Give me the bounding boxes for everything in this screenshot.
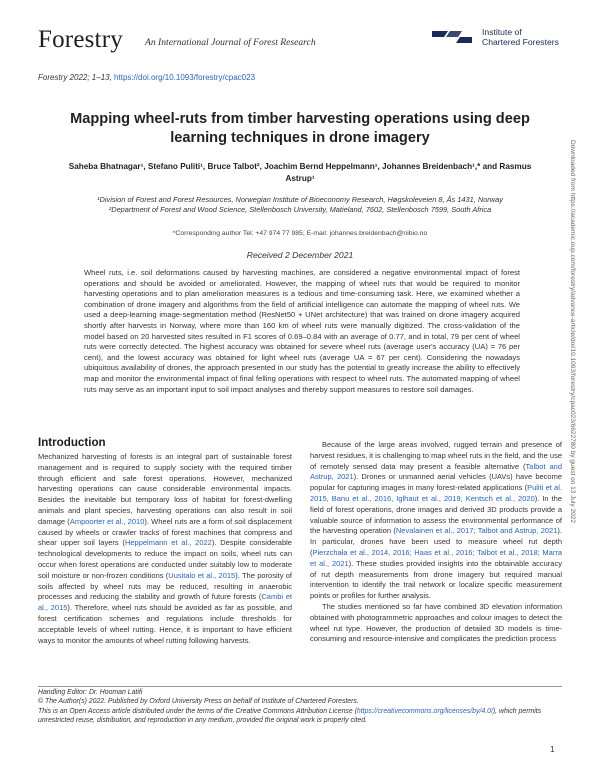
text: ), which permits unrestricted reuse, distribution, and reproduction in any medium, provided the original work is properly cited. <box>38 707 542 725</box>
license-line <box>38 707 560 726</box>
reference-link[interactable]: Uusitalo et al., 2015 <box>168 570 236 580</box>
footer-notes <box>38 688 560 726</box>
text: ). Despite considerable technological developments to reduce the impact on soils, wheel ruts can occur when forest operations are conducted under suitably low to moderate soil moisture or non-frozen conditions ( <box>38 538 292 580</box>
affiliation-2: ²Department of Forest and Wood Science, Stellenbosch University, Matieland, 7602, Stellenbosch 7599, South Africa <box>108 205 492 215</box>
affiliations <box>60 195 540 216</box>
text: This is an Open Access article distributed under the terms of the Creative Commons Attribution License ( <box>38 707 357 715</box>
text: ). In particular, drones have been used to measure wheel rut depth ( <box>310 526 562 557</box>
abstract: Wheel ruts, i.e. soil deformations caused by harvesting machines, are considered a negative environmental impact of forest operations and should be avoided or ameliorated. However, the mapping of wheel ruts that would be required to monitor harvesting operations and to plan amelioration measures is a tedious and time-consuming task. Here, we examined whether a combination of drone imagery and algorithms from the field of artificial intelligence can automate the mapping of wheel ruts. We used a deep-learning image-segmentation method (ResNet50 + UNet architecture) that was trained on drone imagery acquired shortly after harvests in Norway, where more than 160 km of wheel ruts were manually digitized. The cross-validation of the model based on 20 harvested sites resulted in F1 scores of 0.69–0.84 with an average of 0.77, and in total, 79 per cent of wheel ruts were correctly detected. The highest accuracy was obtained for severe wheel ruts (average user's accuracy (UA) = 76 per cent), and the lowest accuracy was obtained for light wheel ruts (average UA = 67 per cent). Considering the nowadays ubiquitous availability of drones, the approach presented in our study has the potential to greatly increase the ability to effectively map and monitor the environmental impact of final felling operations with respect to wheel ruts. The automated mapping of wheel ruts may serve as an important input to soil impact analyses and thereby support measures to restore soil damages. <box>84 268 520 394</box>
text: ). These studies provided insights into the obtainable accuracy of rut depth measurements from drone imagery but required manual intervention to identify the trail network or localize specific measurement points or profiles for further analysis. <box>310 558 562 601</box>
publisher-logo-text <box>482 27 559 47</box>
reference-link[interactable]: Cambi et al., 2015 <box>38 592 293 613</box>
reference-link[interactable]: Ampoorter et al., 2010 <box>69 516 145 526</box>
text: ). Wheel ruts are a form of soil displacement caused by wheels or crawler tracks of forest machines that compress and shear upper soil layers ( <box>38 516 293 548</box>
doi-link[interactable]: https://doi.org/10.1093/forestry/cpac023 <box>114 73 256 82</box>
affiliation-1: ¹Division of Forest and Forest Resources, Norwegian Institute of Bioeconomy Research, Høgskoleveien 8, Ås 1431, Norway <box>97 195 503 204</box>
reference-link[interactable]: Nevalainen et al., 2017; Talbot and Astrup, 2021 <box>395 526 558 536</box>
text: Because of the large areas involved, rugged terrain and presence of harvest residues, it is challenging to map wheel ruts in the field, and the use of remotely sensed data may present a feasible alternative ( <box>310 440 562 471</box>
citation-line <box>38 73 255 82</box>
page-number: 1 <box>550 744 555 754</box>
article-title: Mapping wheel-ruts from timber harvesting operations using deep learning techniques in drone imagery <box>70 111 530 146</box>
citation-prefix: Forestry 2022; 1–13, <box>38 73 115 82</box>
section-heading-introduction: Introduction <box>38 436 106 449</box>
author-list: Saheba Bhatnagar¹, Stefano Puliti¹, Bruce Talbot², Joachim Bernd Heppelmann¹, Johannes Breidenbach¹,* and Rasmus Astrup¹ <box>68 162 532 183</box>
download-notice: Downloaded from https://academic.oup.com/forestry/advance-article/doi/10.1093/forestry/cpac023/6622780 by guest on 13 July 2022 <box>569 140 576 524</box>
publisher-logo-line2: Chartered Foresters <box>482 37 559 47</box>
reference-link[interactable]: Talbot and Astrup, 2021 <box>310 461 562 482</box>
ifc-logo-icon <box>430 28 474 46</box>
received-date: Received 2 December 2021 <box>246 250 354 260</box>
reference-link[interactable]: Heppelmann et al., 2022 <box>124 538 212 548</box>
text: ). Therefore, wheel ruts should be avoided as far as possible, and forest certification schemes and regulations include thresholds for acceptable levels of wheel rutting. Hence, it is important to have efficient ways to monitor the amounts of wheel rutting following harvests. <box>38 603 292 645</box>
text: Mechanized harvesting of forests is an integral part of sustainable forest management and is required to supply society with the required timber through efficient and safe forest operations. However, mechanized harvesting operations can cause considerable environmental impacts. Besides the inevitable but temporary loss of habitat for forest-dwelling animals and plant species, harvesting operations can also result in soil damage ( <box>38 452 292 526</box>
intro-paragraph <box>310 440 562 602</box>
text: ). Drones or unmanned aerial vehicles (UAVs) have become popular for capturing images in many forest-related applications ( <box>310 472 562 493</box>
license-link[interactable]: https://creativecommons.org/licenses/by/4.0/ <box>356 707 493 715</box>
corresponding-author: *Corresponding author Tel: +47 974 77 985; E-mail: johannes.breidenbach@nibio.no <box>172 230 428 237</box>
text: ). In the field of forest operations, drone images and derived 3D products provide a valuable source of information to assess the environmental performance of the harvesting operation ( <box>310 493 562 536</box>
footer-divider <box>38 686 562 687</box>
reference-link[interactable]: Pierzchała et al., 2014, 2016; Haas et al., 2016; Talbot et al., 2018; Marra et al., 2021 <box>310 547 562 568</box>
text: The studies mentioned so far have combined 3D elevation information obtained with photogrammetric approaches and colour images to detect the wheel rut type. However, the production of detailed 3D models is time-consuming and resource-intensive and complicates the prediction process <box>310 601 562 644</box>
intro-column-left <box>38 452 292 646</box>
intro-paragraph <box>310 602 562 645</box>
reference-link[interactable]: Puliti et al. 2015, Banu et al., 2016, Iglhaut et al., 2019, Kentsch et al., 2020 <box>310 483 562 503</box>
copyright-line: © The Author(s) 2022. Published by Oxford University Press on behalf of Institute of Chartered Foresters. <box>38 698 359 706</box>
journal-subtitle: An International Journal of Forest Research <box>145 37 316 48</box>
intro-paragraph <box>38 452 292 646</box>
text: ). The porosity of soils affected by wheel ruts may be reduced, resulting in anaerobic processes and reducing the stability and growth of future forests ( <box>38 570 293 602</box>
journal-name: Forestry <box>38 26 123 53</box>
handling-editor: Handling Editor: Dr. Hooman Latifi <box>38 689 143 696</box>
intro-column-right <box>310 440 562 645</box>
publisher-logo-line1: Institute of <box>482 27 522 37</box>
